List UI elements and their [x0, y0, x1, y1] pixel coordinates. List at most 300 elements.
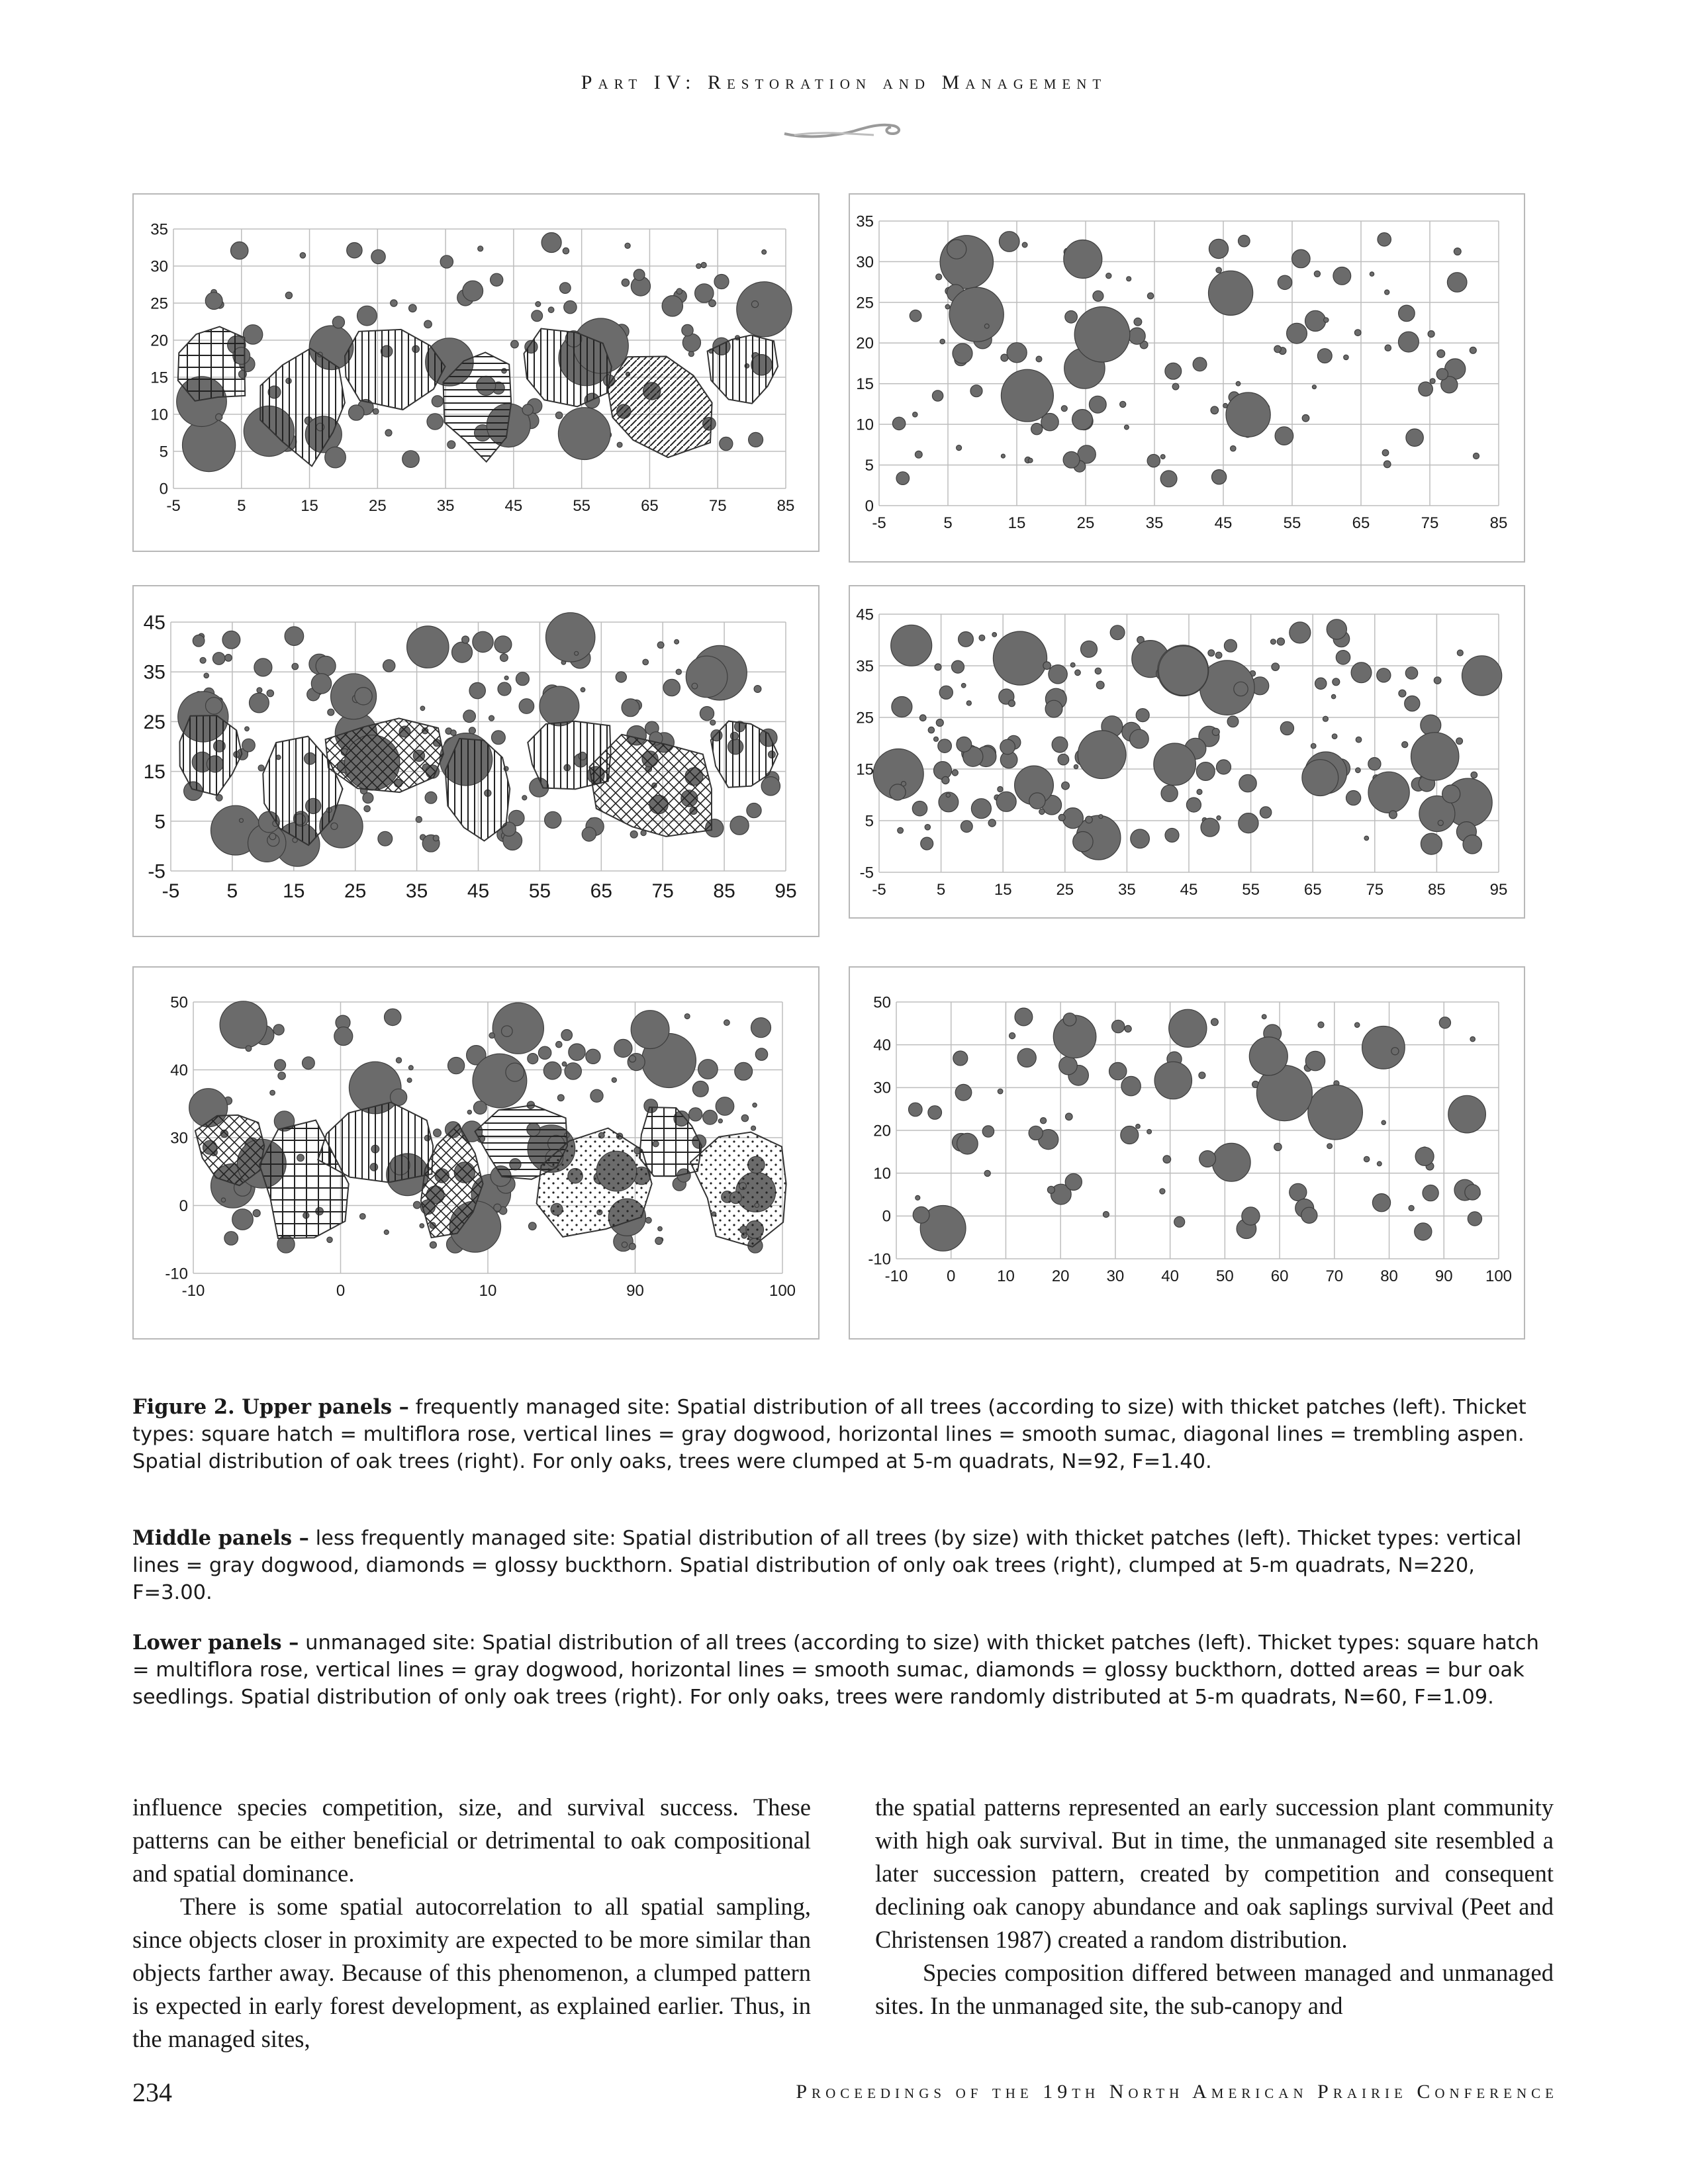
tree-point	[220, 1001, 267, 1048]
x-tick-label: 45	[467, 880, 490, 902]
tree-point	[953, 1051, 968, 1066]
tree-point	[1385, 290, 1389, 295]
figure-panel-middle-right	[849, 585, 1525, 919]
tree-point	[919, 715, 926, 721]
tree-point	[1209, 239, 1228, 258]
tree-point	[898, 827, 904, 833]
tree-point	[1093, 291, 1103, 301]
tree-point	[892, 417, 905, 430]
tree-point	[1047, 1186, 1055, 1193]
x-tick-label: 10	[479, 1282, 497, 1300]
tree-point	[1066, 1113, 1073, 1120]
tree-point	[1405, 696, 1420, 711]
x-tick-label: 55	[573, 497, 591, 515]
tree-point	[1136, 709, 1149, 722]
x-tick-label: -10	[884, 1267, 908, 1285]
tree-point	[1409, 1205, 1414, 1210]
tree-point	[1474, 453, 1479, 459]
x-tick-label: 15	[1008, 514, 1026, 532]
tree-point	[1043, 662, 1051, 670]
tree-point	[1121, 1126, 1139, 1144]
tree-point	[1089, 396, 1106, 413]
tree-point	[500, 654, 508, 662]
tree-point	[1354, 330, 1361, 336]
body-column-left	[132, 1791, 811, 2056]
tree-point	[1096, 681, 1104, 689]
tree-point	[1274, 1143, 1282, 1150]
tree-point	[1439, 1017, 1450, 1028]
y-tick-label: 0	[179, 1197, 188, 1215]
tree-point	[934, 762, 952, 780]
tree-point	[1364, 1156, 1369, 1161]
tree-point	[1311, 743, 1316, 749]
y-tick-label: 5	[154, 811, 165, 833]
tree-point	[1075, 670, 1081, 676]
tree-point	[473, 1101, 487, 1115]
tree-point	[749, 432, 763, 447]
tree-point	[1029, 1126, 1043, 1140]
tree-point	[1239, 235, 1250, 247]
tree-point	[258, 765, 264, 771]
tree-point	[222, 631, 240, 649]
tree-point	[193, 635, 205, 647]
tree-point	[940, 236, 993, 289]
tree-point	[984, 1170, 990, 1176]
tree-point	[396, 1058, 401, 1063]
tree-point	[910, 310, 921, 322]
tree-point	[1465, 1185, 1480, 1200]
tree-point	[998, 786, 1003, 792]
tree-point	[657, 642, 664, 649]
tree-point	[243, 325, 262, 344]
tree-point	[662, 296, 682, 316]
y-tick-label: 5	[159, 443, 168, 461]
tree-point	[432, 396, 443, 407]
tree-point	[506, 1063, 524, 1081]
tree-point	[492, 731, 506, 745]
chart-svg	[850, 586, 1524, 917]
tree-point	[1317, 349, 1332, 363]
tree-point	[1370, 272, 1374, 276]
tree-point	[1315, 678, 1327, 689]
x-tick-label: 50	[1216, 1267, 1234, 1285]
tree-point	[762, 250, 767, 254]
tree-point	[561, 1030, 573, 1041]
tree-point	[1327, 1144, 1333, 1149]
tree-point	[1305, 1051, 1325, 1070]
tree-point	[391, 300, 397, 306]
tree-point	[347, 243, 362, 258]
tree-point	[676, 669, 681, 674]
figure-panel-upper-right	[849, 193, 1525, 563]
tree-point	[529, 1222, 537, 1230]
tree-point	[1160, 471, 1177, 487]
tree-point	[273, 1024, 284, 1035]
tree-point	[1064, 240, 1102, 279]
tree-point	[1081, 641, 1098, 657]
tree-point	[1073, 832, 1093, 852]
tree-point	[1292, 250, 1311, 268]
tree-point	[1215, 652, 1222, 659]
tree-point	[357, 306, 377, 326]
tree-point	[996, 792, 1016, 811]
tree-point	[692, 1081, 708, 1097]
tree-point	[1302, 415, 1309, 422]
tree-point	[1134, 318, 1142, 326]
tree-point	[1423, 1185, 1438, 1201]
tree-point	[1463, 835, 1481, 854]
caption-upper-lead: Figure 2. Upper panels –	[132, 1395, 409, 1419]
tree-point	[364, 805, 370, 811]
tree-point	[1382, 1120, 1385, 1124]
tree-point	[1456, 738, 1463, 745]
tree-point	[328, 709, 334, 715]
y-tick-label: 20	[856, 334, 874, 353]
tree-point	[1405, 667, 1417, 679]
tree-point	[1147, 293, 1153, 298]
tree-point	[622, 279, 629, 286]
tree-point	[761, 777, 780, 796]
tree-point	[982, 1126, 994, 1137]
tree-point	[1136, 1124, 1141, 1129]
tree-point	[1078, 731, 1126, 779]
tree-point	[430, 1242, 436, 1248]
tree-point	[957, 1133, 978, 1154]
tree-point	[582, 827, 596, 841]
tree-point	[1165, 363, 1182, 379]
tree-point	[1015, 1008, 1033, 1026]
tree-point	[451, 730, 457, 736]
tree-point	[1086, 816, 1093, 823]
x-tick-label: 45	[1214, 514, 1233, 532]
tree-point	[1318, 1022, 1324, 1028]
tree-point	[425, 792, 437, 803]
tree-point	[407, 626, 449, 668]
tree-point	[935, 664, 941, 670]
x-tick-label: 70	[1325, 1267, 1344, 1285]
tree-point	[385, 430, 392, 436]
tree-point	[998, 1089, 1003, 1094]
tree-point	[1399, 332, 1419, 352]
tree-point	[1368, 758, 1381, 770]
tree-point	[1355, 1023, 1360, 1027]
tree-point	[1074, 307, 1130, 363]
body-paragraph: influence species competition, size, and survival success. These patterns can be either beneficial or detrimental to oak compositional and spatial dominance.	[132, 1794, 811, 1887]
tree-point	[504, 676, 508, 680]
tree-point	[1454, 248, 1461, 255]
tree-point	[278, 1072, 285, 1079]
tree-point	[303, 1057, 315, 1069]
tree-point	[751, 301, 758, 308]
tree-point	[447, 441, 455, 449]
tree-point	[327, 1237, 332, 1242]
tree-point	[1331, 694, 1335, 698]
tree-point	[383, 660, 395, 672]
tree-point	[463, 710, 476, 723]
tree-point	[1120, 401, 1126, 407]
tree-point	[1275, 427, 1293, 445]
tree-point	[1333, 267, 1351, 285]
x-tick-label: 95	[1489, 881, 1508, 899]
tree-point	[890, 784, 906, 800]
tree-point	[1217, 760, 1231, 774]
tree-point	[516, 672, 529, 686]
tree-point	[1197, 790, 1202, 795]
tree-point	[1277, 638, 1284, 645]
running-head: Part IV: Restoration and Management	[581, 71, 1107, 93]
tree-point	[563, 248, 569, 253]
x-tick-label: 55	[1283, 514, 1301, 532]
tree-point	[1009, 1032, 1015, 1038]
tree-point	[1147, 1130, 1152, 1134]
x-tick-label: 65	[1352, 514, 1370, 532]
tree-point	[1049, 665, 1067, 684]
body-column-right	[875, 1791, 1554, 2023]
tree-point	[434, 1129, 442, 1137]
tree-point	[1029, 793, 1045, 809]
x-tick-label: 5	[226, 880, 238, 902]
tree-point	[469, 727, 475, 734]
tree-point	[1154, 743, 1196, 786]
x-tick-label: 15	[301, 497, 318, 515]
tree-point	[1017, 1048, 1036, 1067]
tree-point	[961, 821, 972, 833]
tree-point	[1065, 1173, 1082, 1190]
tree-point	[543, 1062, 561, 1079]
caption-lower-lead: Lower panels –	[132, 1631, 299, 1655]
y-tick-label: 20	[150, 332, 168, 350]
ornament-flourish	[781, 116, 907, 143]
tree-point	[1000, 739, 1015, 754]
tree-point	[1061, 406, 1067, 412]
tree-point	[1324, 318, 1329, 322]
y-tick-label: 0	[865, 497, 874, 516]
tree-point	[492, 1003, 543, 1054]
tree-point	[1239, 813, 1258, 833]
x-tick-label: 75	[1421, 514, 1439, 532]
tree-point	[285, 292, 292, 298]
tree-point	[754, 686, 761, 693]
tree-point	[1160, 1189, 1165, 1194]
y-tick-label: -10	[165, 1265, 188, 1283]
y-tick-label: 25	[856, 294, 874, 312]
tree-point	[720, 437, 733, 450]
tree-point	[735, 1062, 753, 1080]
x-tick-label: 15	[283, 880, 305, 902]
tree-point	[1070, 662, 1075, 667]
tree-point	[408, 1066, 413, 1070]
tree-point	[536, 302, 541, 307]
y-tick-label: 15	[143, 761, 165, 784]
tree-point	[1007, 343, 1027, 363]
tree-point	[253, 1210, 260, 1217]
tree-point	[1201, 818, 1219, 837]
tree-point	[360, 1214, 366, 1220]
tree-point	[565, 1063, 581, 1079]
page-number: 234	[132, 2077, 172, 2107]
tree-point	[992, 633, 997, 637]
tree-point	[915, 451, 922, 458]
tree-point	[625, 243, 630, 248]
tree-point	[686, 656, 727, 698]
tree-point	[539, 686, 579, 726]
tree-point	[316, 656, 336, 676]
tree-point	[1356, 737, 1362, 743]
tree-point	[1236, 381, 1241, 386]
y-tick-label: 50	[873, 993, 891, 1012]
tree-point	[1406, 429, 1423, 446]
tree-point	[1231, 446, 1236, 451]
tree-point	[1172, 383, 1179, 390]
tree-point	[701, 262, 706, 267]
tree-point	[1368, 772, 1409, 813]
tree-point	[440, 255, 453, 268]
y-tick-label: 30	[873, 1079, 891, 1097]
tree-point	[433, 835, 439, 841]
tree-point	[325, 447, 346, 468]
x-tick-label: 95	[774, 880, 797, 902]
tree-point	[1239, 774, 1256, 792]
tree-point	[569, 1044, 585, 1060]
x-tick-label: -10	[181, 1282, 205, 1300]
tree-point	[1217, 816, 1221, 820]
x-tick-label: 85	[713, 880, 735, 902]
tree-point	[1031, 424, 1043, 435]
x-tick-label: 65	[1303, 881, 1322, 899]
tree-point	[183, 418, 236, 471]
tree-point	[473, 631, 493, 652]
x-tick-label: 55	[528, 880, 551, 902]
y-tick-label: 35	[150, 220, 168, 239]
tree-point	[714, 275, 729, 289]
tree-point	[562, 1062, 567, 1066]
x-tick-label: 85	[1428, 881, 1446, 899]
tree-point	[1199, 1072, 1205, 1079]
y-tick-label: 35	[856, 657, 874, 676]
tree-point	[1212, 1143, 1250, 1181]
tree-point	[934, 737, 939, 741]
caption-middle-lead: Middle panels –	[132, 1526, 309, 1550]
chart-svg	[134, 195, 818, 551]
tree-point	[1216, 267, 1221, 273]
tree-point	[414, 1201, 421, 1208]
tree-point	[932, 390, 943, 401]
tree-point	[901, 782, 906, 786]
tree-point	[1471, 772, 1477, 778]
tree-point	[1346, 791, 1361, 805]
tree-point	[698, 1060, 718, 1079]
tree-point	[630, 1244, 636, 1250]
y-tick-label: 30	[170, 1129, 188, 1148]
tree-point	[522, 796, 527, 800]
tree-point	[200, 657, 206, 663]
y-tick-label: 25	[143, 711, 165, 733]
tree-point	[1430, 379, 1435, 384]
tree-point	[257, 688, 262, 693]
tree-point	[939, 686, 953, 699]
tree-point	[1470, 347, 1476, 353]
tree-point	[546, 613, 595, 662]
x-tick-label: 75	[1366, 881, 1384, 899]
tree-point	[1344, 355, 1348, 359]
tree-point	[564, 300, 577, 313]
tree-point	[959, 632, 974, 647]
y-tick-label: 30	[856, 253, 874, 271]
tree-point	[541, 233, 561, 253]
tree-point	[710, 720, 716, 725]
caption-middle-text: less frequently managed site: Spatial distribution of all trees (by size) with thicket patches (left). Thicket types: vertical lines = gray dogwood, diamonds = glossy buckthorn. Spatial distribution of only oak trees (right), clumped at 5-m quadrats, N=220, F=3.00.	[132, 1527, 1522, 1604]
tree-point	[1289, 622, 1311, 643]
tree-point	[1052, 737, 1068, 752]
figure-caption-lower	[132, 1629, 1556, 1711]
tree-point	[961, 684, 966, 688]
tree-point	[1436, 369, 1448, 380]
tree-point	[1106, 273, 1111, 279]
tree-point	[1434, 677, 1441, 684]
tree-point	[558, 408, 610, 460]
tree-point	[971, 799, 991, 819]
tree-point	[1448, 1095, 1486, 1133]
x-tick-label: 5	[943, 514, 953, 532]
tree-point	[1160, 455, 1165, 459]
tree-point	[1125, 1025, 1131, 1032]
tree-point	[311, 674, 331, 694]
y-tick-label: 40	[170, 1061, 188, 1079]
tree-point	[1314, 271, 1320, 277]
tree-point	[692, 683, 698, 689]
tree-point	[462, 636, 469, 643]
tree-point	[675, 639, 679, 644]
tree-point	[205, 293, 222, 310]
y-tick-label: 50	[170, 993, 188, 1012]
thicket-patch	[178, 327, 245, 401]
y-tick-label: 30	[150, 257, 168, 276]
tree-point	[942, 776, 949, 784]
tree-point	[892, 697, 912, 717]
x-tick-label: 0	[336, 1282, 346, 1300]
tree-point	[724, 1020, 730, 1026]
tree-point	[1036, 356, 1042, 362]
figure-caption-upper	[132, 1394, 1556, 1475]
tree-point	[751, 1126, 756, 1130]
tree-point	[556, 1042, 562, 1048]
tree-point	[1129, 328, 1145, 344]
tree-point	[945, 304, 950, 309]
x-tick-label: 25	[368, 497, 387, 515]
figure-panel-upper-left	[132, 193, 820, 552]
tree-point	[448, 1058, 465, 1074]
tree-point	[1442, 785, 1460, 803]
tree-point	[1169, 1009, 1207, 1047]
thicket-patch	[445, 739, 510, 841]
tree-point	[1415, 1147, 1434, 1165]
tree-point	[232, 1209, 254, 1230]
tree-point	[737, 282, 792, 337]
tree-point	[913, 1206, 929, 1223]
tree-point	[267, 690, 273, 696]
tree-point	[999, 232, 1019, 252]
tree-point	[629, 1056, 635, 1062]
x-tick-label: 65	[590, 880, 612, 902]
tree-point	[700, 707, 714, 721]
tree-point	[1457, 650, 1463, 656]
y-tick-label: 15	[856, 375, 874, 394]
tree-point	[212, 653, 225, 665]
tree-point	[1351, 662, 1372, 683]
thicket-patch	[608, 357, 712, 458]
tree-point	[285, 627, 304, 646]
tree-point	[216, 414, 222, 420]
